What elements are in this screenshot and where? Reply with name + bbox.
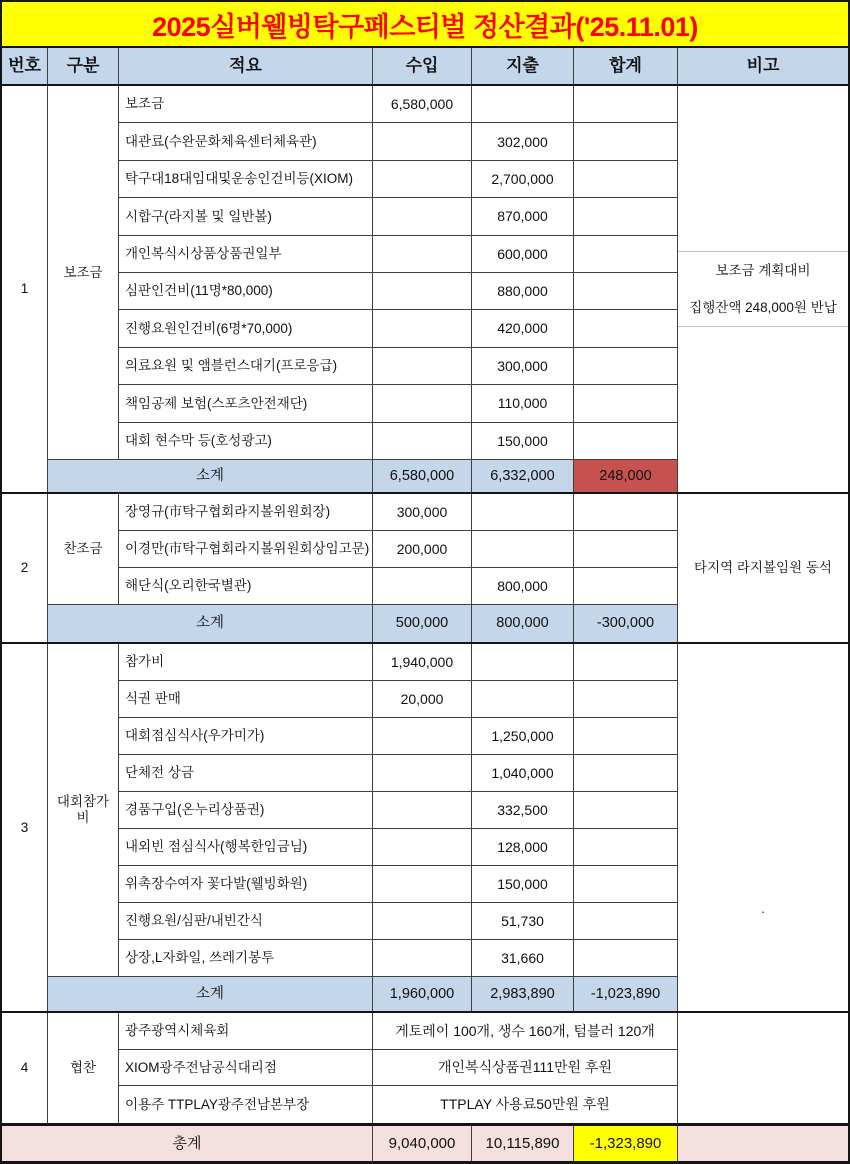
desc-cell: 장영규(市탁구협회라지볼위원회장) [119,494,373,531]
col-header-category: 구분 [48,48,119,84]
subtotal-balance-refund: 248,000 [574,460,678,492]
table-header [2,48,848,86]
grand-total-income: 9,040,000 [373,1126,472,1161]
expense-cell: 1,040,000 [472,755,574,792]
desc-cell: 시합구(라지볼 및 일반볼) [119,198,373,235]
desc-cell: 식권 판매 [119,681,373,718]
grand-total-row [2,1126,848,1161]
total-cell [574,681,678,718]
expense-cell: 332,500 [472,792,574,829]
remark-cell [678,1013,848,1123]
section-number: 1 [2,86,48,492]
section-3 [2,644,848,1013]
expense-cell: 2,700,000 [472,161,574,198]
remark-cell [678,86,848,492]
section-number: 2 [2,494,48,642]
desc-cell: 심판인건비(11명*80,000) [119,273,373,310]
total-cell [574,568,678,605]
total-cell [574,792,678,829]
desc-cell: XIOM광주전남공식대리점 [119,1050,373,1087]
income-cell [373,829,472,866]
expense-cell: 420,000 [472,310,574,347]
income-cell [373,423,472,460]
subtotal-expense: 6,332,000 [472,460,574,492]
expense-cell: 150,000 [472,866,574,903]
expense-cell: 110,000 [472,385,574,422]
desc-cell: 위촉장수여자 꽃다발(웰빙화원) [119,866,373,903]
desc-cell: 진행요원인건비(6명*70,000) [119,310,373,347]
desc-cell: 참가비 [119,644,373,681]
expense-cell: 302,000 [472,123,574,160]
page-title: 2025실버웰빙탁구페스티벌 정산결과('25.11.01) [2,2,848,48]
desc-cell: 탁구대18대임대및운송인건비등(XIOM) [119,161,373,198]
expense-cell: 128,000 [472,829,574,866]
col-header-description: 적요 [119,48,373,84]
remark-line: 집행잔액 248,000원 반납 [689,299,837,315]
col-header-remark: 비고 [746,56,780,76]
col-header-total: 합계 [574,48,678,84]
col-header-no: 번호 [2,48,48,84]
expense-cell: 870,000 [472,198,574,235]
subtotal-label: 소계 [48,977,373,1011]
total-cell [574,348,678,385]
section-number: 3 [2,644,48,1011]
income-cell [373,568,472,605]
total-cell [574,531,678,568]
desc-cell: 대관료(수완문화체육센터체육관) [119,123,373,160]
remark-cell: 타지역 라지볼임원 동석 [694,560,832,576]
remark-block [678,251,848,327]
grand-total-label: 총계 [2,1126,373,1161]
total-cell [574,866,678,903]
grand-total-balance: -1,323,890 [574,1126,678,1161]
section-category: 협찬 [48,1013,119,1123]
sponsor-detail-cell: 게토레이 100개, 생수 160개, 텀블러 120개 [373,1013,678,1050]
expense-cell: 150,000 [472,423,574,460]
desc-cell: 보조금 [119,86,373,123]
expense-cell [472,86,574,123]
section-category: 찬조금 [48,494,119,605]
grand-total-expense: 10,115,890 [472,1126,574,1161]
desc-cell: 대회 현수막 등(호성광고) [119,423,373,460]
total-cell [574,273,678,310]
expense-cell: 600,000 [472,236,574,273]
total-cell [574,198,678,235]
income-cell [373,198,472,235]
income-cell [373,792,472,829]
subtotal-income: 500,000 [373,605,472,642]
desc-cell: 단체전 상금 [119,755,373,792]
total-cell [574,310,678,347]
subtotal-income: 1,960,000 [373,977,472,1011]
desc-cell: 해단식(오리한국별관) [119,568,373,605]
section-number: 4 [2,1013,48,1123]
subtotal-expense: 800,000 [472,605,574,642]
total-cell [574,161,678,198]
expense-cell: 300,000 [472,348,574,385]
remark-line: 보조금 계획대비 [715,262,811,278]
total-cell [574,903,678,940]
desc-cell: 개인복식시상품상품권일부 [119,236,373,273]
income-cell [373,310,472,347]
col-header-income: 수입 [373,48,472,84]
total-cell [574,644,678,681]
income-cell [373,236,472,273]
col-header-expense: 지출 [472,48,574,84]
expense-cell: 31,660 [472,940,574,977]
subtotal-balance: -300,000 [574,605,678,642]
section-4 [2,1013,848,1126]
desc-cell: 광주광역시체육회 [119,1013,373,1050]
income-cell: 200,000 [373,531,472,568]
remark-cell [678,644,848,1011]
desc-cell: 경품구입(온누리상품권) [119,792,373,829]
sponsor-detail-cell: 개인복식상품권111만원 후원 [373,1050,678,1087]
desc-cell: 의료요원 및 앰블런스대기(프로응급) [119,348,373,385]
income-cell [373,718,472,755]
desc-cell: 이용주 TTPLAY광주전남본부장 [119,1086,373,1123]
expense-cell: 800,000 [472,568,574,605]
desc-cell: 상장,L자화일, 쓰레기봉투 [119,940,373,977]
income-cell [373,348,472,385]
expense-cell [472,644,574,681]
income-cell [373,273,472,310]
income-cell [373,903,472,940]
subtotal-label: 소계 [48,460,373,492]
total-cell [574,123,678,160]
income-cell [373,123,472,160]
remark-dot: . [761,901,765,916]
subtotal-income: 6,580,000 [373,460,472,492]
income-cell [373,755,472,792]
desc-cell: 대회점심식사(우가미가) [119,718,373,755]
total-cell [574,755,678,792]
total-cell [574,86,678,123]
total-cell [574,940,678,977]
expense-cell [472,494,574,531]
income-cell: 300,000 [373,494,472,531]
income-cell: 6,580,000 [373,86,472,123]
total-cell [574,829,678,866]
income-cell: 20,000 [373,681,472,718]
expense-cell: 51,730 [472,903,574,940]
section-category: 보조금 [48,86,119,460]
income-cell [373,385,472,422]
subtotal-expense: 2,983,890 [472,977,574,1011]
total-cell [574,385,678,422]
expense-cell: 880,000 [472,273,574,310]
desc-cell: 이경만(市탁구협회라지볼위원회상임고문) [119,531,373,568]
expense-cell [472,681,574,718]
section-category: 대회참가비 [48,644,119,977]
expense-cell: 1,250,000 [472,718,574,755]
income-cell [373,161,472,198]
total-cell [574,423,678,460]
total-cell [574,236,678,273]
expense-cell [472,531,574,568]
subtotal-balance: -1,023,890 [574,977,678,1011]
desc-cell: 진행요원/심판/내빈간식 [119,903,373,940]
section-1 [2,86,848,494]
grand-total-remark [678,1126,848,1161]
subtotal-label: 소계 [48,605,373,642]
section-2 [2,494,848,644]
income-cell [373,940,472,977]
desc-cell: 책임공제 보험(스포츠안전재단) [119,385,373,422]
income-cell [373,866,472,903]
total-cell [574,494,678,531]
desc-cell: 내외빈 점심식사(행복한임금님) [119,829,373,866]
sponsor-detail-cell: TTPLAY 사용료50만원 후원 [373,1086,678,1123]
income-cell: 1,940,000 [373,644,472,681]
total-cell [574,718,678,755]
